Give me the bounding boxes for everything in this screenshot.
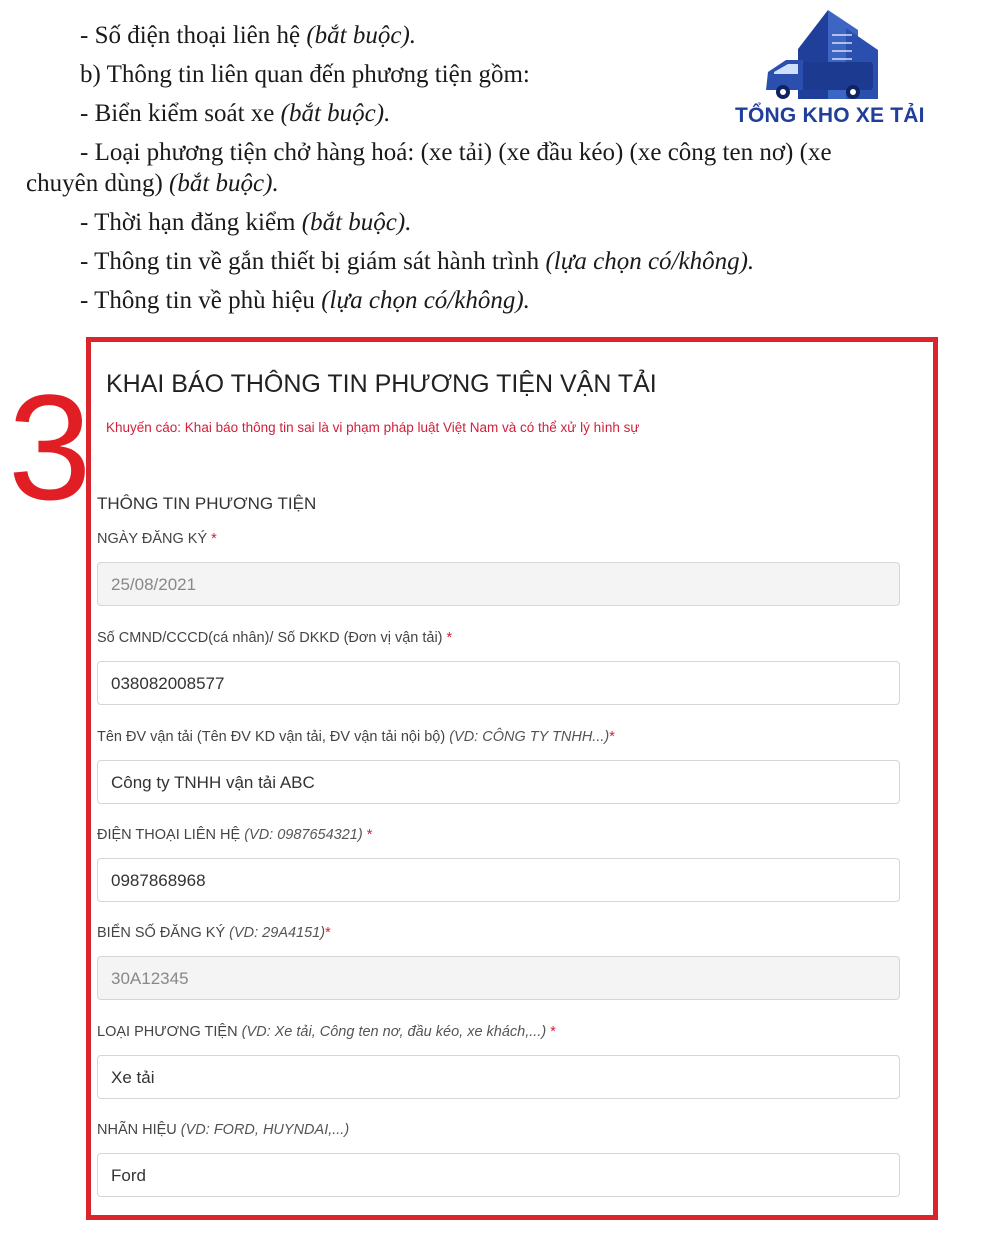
label-hint: (VD: Xe tải, Công ten nơ, đầu kéo, xe khách,...) [241,1024,547,1040]
form-title: KHAI BÁO THÔNG TIN PHƯƠNG TIỆN VẬN TẢI [106,370,657,398]
doc-line [80,209,411,237]
license-plate-input[interactable] [97,956,900,1000]
field-label-vehicle-type [97,1024,556,1040]
doc-line [80,248,754,276]
label-hint: (VD: 29A4151) [229,925,326,941]
field-label-id-number [97,630,452,646]
doc-line-text: - Thông tin về gắn thiết bị giám sát hành trình [80,248,546,275]
input-value: Công ty TNHH vận tải ABC [111,773,315,792]
warning-text: Khuyến cáo: Khai báo thông tin sai là vi phạm pháp luật Việt Nam và có thể xử lý hình sự [106,420,640,435]
required-marker: * [446,630,453,646]
doc-line [80,100,390,128]
doc-line-text: - Thời hạn đăng kiểm [80,209,302,236]
required-marker: * [550,1024,556,1040]
doc-line-italic: (bắt buộc). [169,170,279,197]
input-value: Xe tải [111,1068,155,1087]
input-value: 25/08/2021 [111,575,197,594]
required-marker: * [325,925,331,941]
doc-line-italic: (lựa chọn có/không). [321,287,530,314]
step-number: 3 [8,363,92,531]
required-marker: * [609,729,615,745]
label-hint: (VD: 0987654321) [244,827,363,843]
vehicle-type-input[interactable] [97,1055,900,1099]
label-text: Tên ĐV vận tải (Tên ĐV KD vận tải, ĐV vận tải nội bộ) [97,729,450,745]
field-label-license-plate [97,925,331,941]
brand-input[interactable] [97,1153,900,1197]
doc-line [80,287,530,315]
doc-line [80,61,530,89]
label-text: NHÃN HIỆU [97,1122,181,1138]
required-marker: * [211,531,217,547]
doc-line [80,22,416,50]
input-value: 30A12345 [111,969,189,988]
input-value: 0987868968 [111,871,206,890]
field-label-phone [97,827,372,843]
label-hint: (VD: CÔNG TY TNHH...) [449,729,610,745]
doc-line-italic: (bắt buộc). [306,22,417,49]
field-label-registration-date [97,531,217,547]
doc-line-text: - Thông tin về phù hiệu [80,287,322,314]
doc-line-italic: (bắt buộc). [280,100,391,127]
label-text: Số CMND/CCCD(cá nhân)/ Số DKKD (Đơn vị vận tải) [97,630,443,646]
phone-input[interactable] [97,858,900,902]
doc-line-text: - Loại phương tiện chở hàng hoá: (xe tải) (xe đầu kéo) (xe công ten nơ) (xe [80,139,832,166]
label-text: BIỂN SỐ ĐĂNG KÝ [97,925,230,941]
label-text: ĐIỆN THOẠI LIÊN HỆ [97,827,245,843]
input-value: 038082008577 [111,674,225,693]
doc-line-text: - Biển kiểm soát xe [80,100,281,127]
required-marker: * [366,827,373,843]
doc-line-text: chuyên dùng) [26,170,170,197]
label-text: NGÀY ĐĂNG KÝ [97,531,208,547]
label-text: LOẠI PHƯƠNG TIỆN [97,1024,242,1040]
doc-line [26,170,279,198]
doc-line-text: b) Thông tin liên quan đến phương tiện gồm: [80,61,530,88]
input-value: Ford [111,1166,146,1185]
logo-text: TỔNG KHO XE TẢI [735,104,925,127]
label-hint: (VD: FORD, HUYNDAI,...) [180,1122,350,1138]
doc-line-italic: (bắt buộc). [301,209,412,236]
registration-date-input[interactable] [97,562,900,606]
doc-line [80,139,832,167]
field-label-brand [97,1122,349,1138]
doc-line-text: - Số điện thoại liên hệ [80,22,307,49]
field-label-transport-unit [97,729,615,745]
doc-line-italic: (lựa chọn có/không). [545,248,755,275]
section-title: THÔNG TIN PHƯƠNG TIỆN [97,494,317,513]
transport-unit-input[interactable] [97,760,900,804]
id-number-input[interactable] [97,661,900,705]
